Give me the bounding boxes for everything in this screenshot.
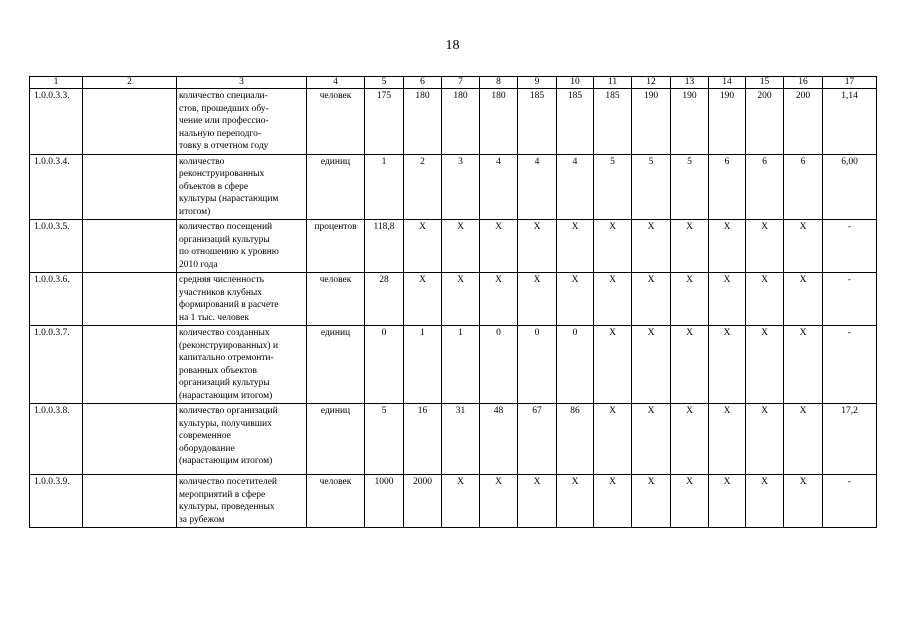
value-cell: X [746, 475, 784, 528]
column-header-2: 2 [83, 77, 177, 89]
value-cell: X [671, 273, 709, 326]
value-cell: X [518, 220, 557, 273]
value-cell: X [746, 273, 784, 326]
column-header-6: 6 [404, 77, 442, 89]
value-cell: X [746, 220, 784, 273]
value-cell: X [671, 326, 709, 404]
value-cell: X [632, 326, 671, 404]
value-cell: X [632, 404, 671, 475]
value-cell: X [709, 475, 746, 528]
column-2-cell [83, 89, 177, 155]
value-cell: 6 [746, 154, 784, 220]
value-cell: X [784, 475, 823, 528]
column-header-7: 7 [442, 77, 480, 89]
value-cell: X [442, 220, 480, 273]
value-cell: 0 [518, 326, 557, 404]
value-cell: 3 [442, 154, 480, 220]
value-cell: 1000 [365, 475, 404, 528]
value-cell: 180 [442, 89, 480, 155]
unit-cell: человек [307, 273, 365, 326]
value-cell: X [594, 475, 632, 528]
value-cell: 5 [632, 154, 671, 220]
indicator-name-cell: количество специали- стов, прошедших обу- чение или профессио- нальную переподго- товку в отчетном году [177, 89, 307, 155]
value-cell: 4 [480, 154, 518, 220]
value-cell: X [557, 475, 594, 528]
unit-cell: единиц [307, 154, 365, 220]
value-cell: 190 [709, 89, 746, 155]
value-cell: 16 [404, 404, 442, 475]
value-cell: X [480, 220, 518, 273]
value-cell: X [784, 404, 823, 475]
value-cell: X [671, 404, 709, 475]
value-cell: 2 [404, 154, 442, 220]
value-cell: X [632, 475, 671, 528]
table-row [30, 154, 877, 220]
table-row [30, 404, 877, 475]
value-cell: X [784, 326, 823, 404]
column-header-13: 13 [671, 77, 709, 89]
value-cell: 28 [365, 273, 404, 326]
value-cell: X [709, 220, 746, 273]
value-cell: 0 [365, 326, 404, 404]
column-header-15: 15 [746, 77, 784, 89]
value-cell: 175 [365, 89, 404, 155]
total-cell: 6,00 [823, 154, 877, 220]
value-cell: 6 [709, 154, 746, 220]
value-cell: 190 [632, 89, 671, 155]
value-cell: 1 [442, 326, 480, 404]
indicator-code-cell: 1.0.0.3.6. [30, 273, 83, 326]
value-cell: 31 [442, 404, 480, 475]
total-cell: - [823, 273, 877, 326]
value-cell: X [746, 326, 784, 404]
value-cell: X [594, 326, 632, 404]
value-cell: 86 [557, 404, 594, 475]
value-cell: 2000 [404, 475, 442, 528]
value-cell: X [404, 273, 442, 326]
table-row [30, 89, 877, 155]
column-header-8: 8 [480, 77, 518, 89]
indicator-code-cell: 1.0.0.3.7. [30, 326, 83, 404]
total-cell: - [823, 220, 877, 273]
indicator-name-cell: количество посещений организаций культуры по отношению к уровню 2010 года [177, 220, 307, 273]
column-header-16: 16 [784, 77, 823, 89]
column-header-9: 9 [518, 77, 557, 89]
value-cell: 1 [404, 326, 442, 404]
value-cell: 0 [480, 326, 518, 404]
value-cell: X [442, 273, 480, 326]
value-cell: X [442, 475, 480, 528]
column-header-1: 1 [30, 77, 83, 89]
value-cell: X [518, 475, 557, 528]
column-header-5: 5 [365, 77, 404, 89]
value-cell: 185 [518, 89, 557, 155]
indicator-code-cell: 1.0.0.3.5. [30, 220, 83, 273]
total-cell: - [823, 475, 877, 528]
indicator-code-cell: 1.0.0.3.9. [30, 475, 83, 528]
value-cell: 200 [784, 89, 823, 155]
unit-cell: человек [307, 89, 365, 155]
column-header-3: 3 [177, 77, 307, 89]
value-cell: 4 [557, 154, 594, 220]
column-header-10: 10 [557, 77, 594, 89]
indicator-code-cell: 1.0.0.3.8. [30, 404, 83, 475]
indicator-name-cell: количество созданных (реконструированных) и капитально отремонти- рованных объектов организаций культуры (нарастающим итогом) [177, 326, 307, 404]
value-cell: X [594, 220, 632, 273]
column-header-12: 12 [632, 77, 671, 89]
value-cell: 4 [518, 154, 557, 220]
value-cell: X [480, 475, 518, 528]
column-2-cell [83, 273, 177, 326]
indicator-table [29, 76, 877, 528]
value-cell: X [480, 273, 518, 326]
value-cell: X [671, 475, 709, 528]
value-cell: X [518, 273, 557, 326]
unit-cell: единиц [307, 404, 365, 475]
indicator-name-cell: количество посетителей мероприятий в сфере культуры, проведенных за рубежом [177, 475, 307, 528]
indicator-name-cell: средняя численность участников клубных формирований в расчете на 1 тыс. человек [177, 273, 307, 326]
value-cell: X [671, 220, 709, 273]
value-cell: 1 [365, 154, 404, 220]
value-cell: X [632, 220, 671, 273]
value-cell: X [709, 326, 746, 404]
value-cell: X [632, 273, 671, 326]
value-cell: X [784, 220, 823, 273]
indicator-code-cell: 1.0.0.3.4. [30, 154, 83, 220]
value-cell: 67 [518, 404, 557, 475]
column-2-cell [83, 220, 177, 273]
value-cell: 0 [557, 326, 594, 404]
total-cell: 1,14 [823, 89, 877, 155]
value-cell: X [557, 273, 594, 326]
indicator-name-cell: количество реконструированных объектов в сфере культуры (нарастающим итогом) [177, 154, 307, 220]
value-cell: 185 [594, 89, 632, 155]
unit-cell: человек [307, 475, 365, 528]
table-row [30, 273, 877, 326]
column-2-cell [83, 154, 177, 220]
total-cell: 17,2 [823, 404, 877, 475]
value-cell: 48 [480, 404, 518, 475]
value-cell: 118,8 [365, 220, 404, 273]
value-cell: 5 [365, 404, 404, 475]
value-cell: 6 [784, 154, 823, 220]
value-cell: X [709, 273, 746, 326]
column-2-cell [83, 326, 177, 404]
table-row [30, 220, 877, 273]
value-cell: 185 [557, 89, 594, 155]
column-2-cell [83, 475, 177, 528]
value-cell: X [709, 404, 746, 475]
column-header-17: 17 [823, 77, 877, 89]
indicator-code-cell: 1.0.0.3.3. [30, 89, 83, 155]
indicator-name-cell: количество организаций культуры, получивших современное оборудование (нарастающим итогом) [177, 404, 307, 475]
value-cell: X [746, 404, 784, 475]
page-number: 18 [445, 38, 460, 53]
value-cell: 180 [404, 89, 442, 155]
column-header-11: 11 [594, 77, 632, 89]
value-cell: X [594, 404, 632, 475]
value-cell: 180 [480, 89, 518, 155]
value-cell: X [784, 273, 823, 326]
table-row [30, 326, 877, 404]
value-cell: 200 [746, 89, 784, 155]
column-2-cell [83, 404, 177, 475]
value-cell: X [594, 273, 632, 326]
value-cell: X [404, 220, 442, 273]
header-row [30, 77, 877, 89]
column-header-14: 14 [709, 77, 746, 89]
table-row [30, 475, 877, 528]
value-cell: 5 [594, 154, 632, 220]
value-cell: 190 [671, 89, 709, 155]
value-cell: X [557, 220, 594, 273]
column-header-4: 4 [307, 77, 365, 89]
unit-cell: единиц [307, 326, 365, 404]
value-cell: 5 [671, 154, 709, 220]
total-cell: - [823, 326, 877, 404]
unit-cell: процентов [307, 220, 365, 273]
